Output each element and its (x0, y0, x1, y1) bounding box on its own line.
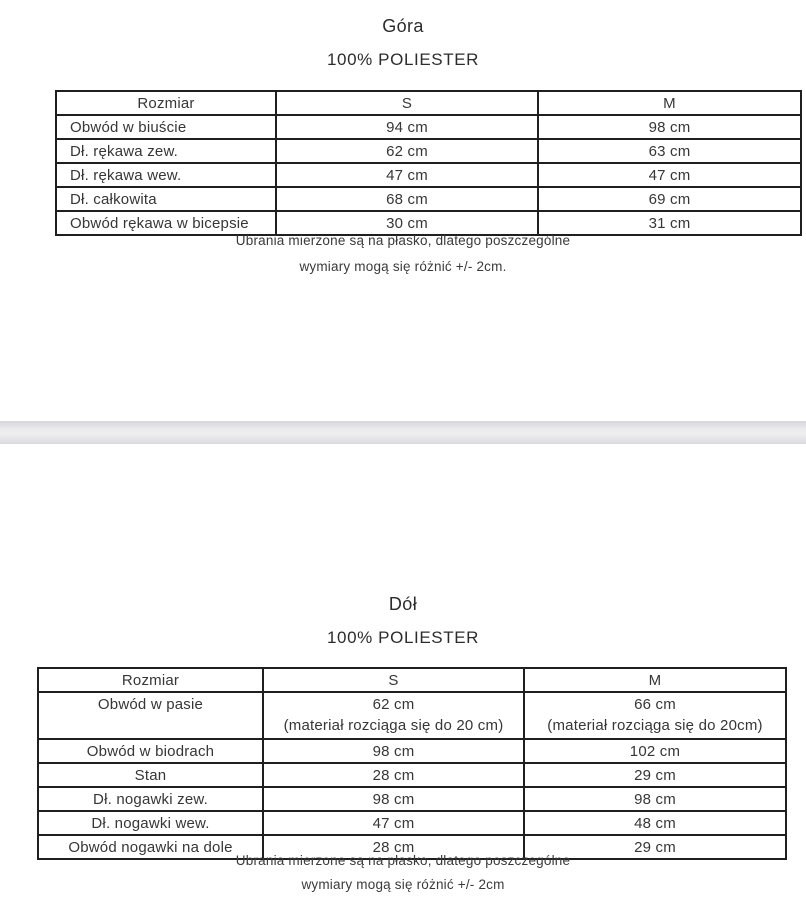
measurement-label: Obwód nogawki na dole (38, 835, 263, 859)
measurement-value-s: 28 cm (263, 763, 524, 787)
size-table-top (55, 90, 802, 236)
value-stretch-note: (materiał rozciąga się do 20cm) (547, 717, 763, 734)
top-section-title: Góra (382, 16, 424, 36)
measurement-label: Obwód rękawa w bicepsie (56, 211, 276, 235)
measurement-label: Obwód w biodrach (38, 739, 263, 763)
measurement-label: Dł. nogawki zew. (38, 787, 263, 811)
measurement-label: Dł. rękawa wew. (56, 163, 276, 187)
measurement-value-s: 28 cm (263, 835, 524, 859)
measurement-value-m: 98 cm (524, 787, 786, 811)
top-section-material: 100% POLIESTER (326, 50, 480, 69)
value-main: 66 cm (634, 696, 676, 713)
measurement-disclaimer-bottom (0, 849, 806, 897)
value-main: 62 cm (372, 696, 415, 713)
table-row (56, 115, 801, 139)
table-row (38, 739, 786, 763)
column-header-s: S (263, 668, 524, 692)
disclaimer-line-2: wymiary mogą się różnić +/- 2cm. (299, 259, 507, 274)
column-header-rozmiar: Rozmiar (56, 91, 276, 115)
column-header-m: M (538, 91, 801, 115)
table-header-row (56, 91, 801, 115)
measurement-label: Obwód w biuście (56, 115, 276, 139)
measurement-value-m: 29 cm (524, 835, 786, 859)
table-header-row (38, 668, 786, 692)
table-row (38, 811, 786, 835)
size-table-bottom (37, 667, 787, 860)
table-row (38, 787, 786, 811)
measurement-value-s: 94 cm (276, 115, 538, 139)
measurement-value-s: 68 cm (276, 187, 538, 211)
table-row (38, 763, 786, 787)
measurement-value-m: 47 cm (538, 163, 801, 187)
measurement-value-s: 98 cm (263, 787, 524, 811)
measurement-label: Dł. rękawa zew. (56, 139, 276, 163)
disclaimer-line-2: wymiary mogą się różnić +/- 2cm (301, 877, 505, 892)
column-header-s: S (276, 91, 538, 115)
measurement-label (38, 692, 263, 739)
section-divider-bar (0, 421, 806, 444)
column-header-m: M (524, 668, 786, 692)
measurement-value-m: 63 cm (538, 139, 801, 163)
measurement-value-s: 47 cm (263, 811, 524, 835)
measurement-value-m: 98 cm (538, 115, 801, 139)
measurement-disclaimer-top (0, 228, 806, 280)
measurement-value-m: 102 cm (524, 739, 786, 763)
column-header-rozmiar: Rozmiar (38, 668, 263, 692)
measurement-value-s: 47 cm (276, 163, 538, 187)
measurement-value-m: 31 cm (538, 211, 801, 235)
measurement-label: Stan (38, 763, 263, 787)
table-row (56, 187, 801, 211)
measurement-label: Dł. całkowita (56, 187, 276, 211)
value-stretch-note: (materiał rozciąga się do 20 cm) (283, 717, 504, 734)
measurement-value-s: 62 cm (276, 139, 538, 163)
measurement-value-m: 69 cm (538, 187, 801, 211)
measurement-value-s: 30 cm (276, 211, 538, 235)
table-row (56, 163, 801, 187)
bottom-section-material: 100% POLIESTER (326, 628, 480, 647)
disclaimer-line-1: Ubrania mierzone są na płasko, dlatego poszczególne (235, 853, 571, 868)
measurement-label-text: Obwód w pasie (97, 696, 204, 713)
measurement-value-s: 98 cm (263, 739, 524, 763)
measurement-value-m: 48 cm (524, 811, 786, 835)
measurement-value-m: 29 cm (524, 763, 786, 787)
measurement-label: Dł. nogawki wew. (38, 811, 263, 835)
bottom-section-title: Dół (388, 594, 418, 614)
table-row (38, 692, 786, 739)
measurement-value-s (263, 692, 524, 739)
disclaimer-line-1: Ubrania mierzone są na płasko, dlatego poszczególne (235, 233, 571, 248)
table-row (56, 139, 801, 163)
measurement-value-m (524, 692, 786, 739)
